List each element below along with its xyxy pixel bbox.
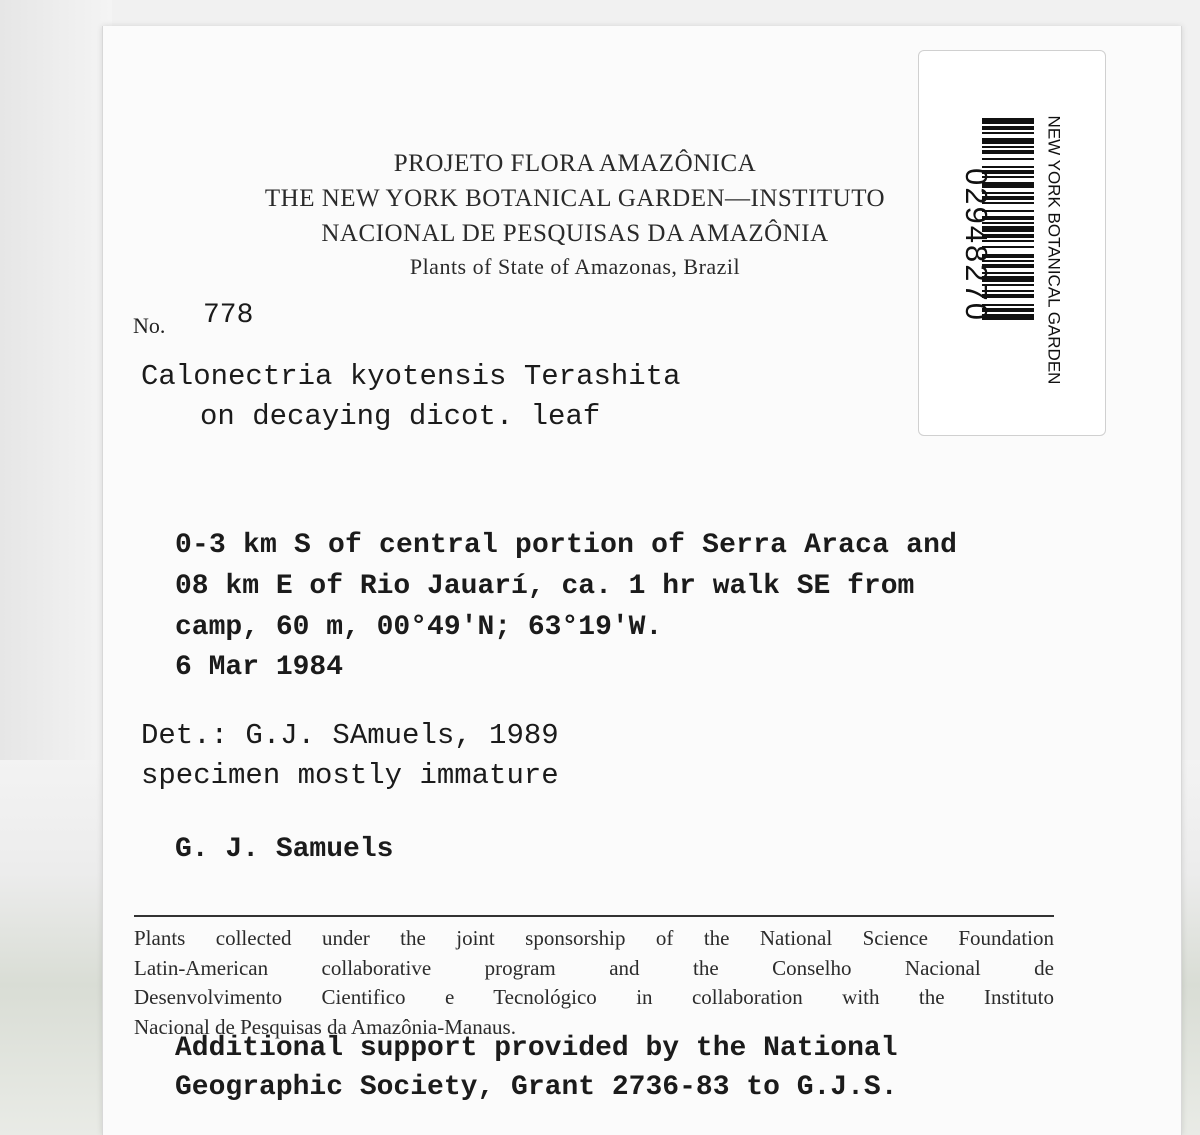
- taxon-name: Calonectria kyotensis Terashita: [141, 360, 681, 393]
- collection-number: 778: [203, 300, 254, 331]
- barcode-bar: [982, 132, 1034, 134]
- sponsorship-line-2: Latin-American collaborative program and the Conselho Nacional de: [134, 955, 1054, 980]
- barcode-number-box: [958, 150, 994, 340]
- sponsorship-line-1: Plants collected under the joint sponsorship of the National Science Foundation: [134, 926, 1054, 950]
- collection-date: 6 Mar 1984: [175, 652, 344, 683]
- locality-line-2: 08 km E of Rio Jauarí, ca. 1 hr walk SE from: [175, 571, 915, 602]
- barcode-bar: [982, 118, 1034, 124]
- number-label: No.: [133, 313, 166, 338]
- sponsorship-line-3: Desenvolvimento Cientifico e Tecnológico in collaboration with the Instituto: [134, 985, 1054, 1009]
- barcode-bar: [982, 146, 1034, 148]
- determination: Det.: G.J. SAmuels, 1989: [141, 719, 559, 752]
- support-line-1: Additional support provided by the National: [175, 1033, 898, 1064]
- sponsorship-line-4: Nacional de Pesquisas da Amazônia-Manaus.: [134, 1014, 516, 1039]
- barcode-bar: [982, 126, 1034, 130]
- header-region: Plants of State of Amazonas, Brazil: [409, 254, 741, 279]
- barcode-number: 02948270: [959, 168, 994, 322]
- header-project: PROJETO FLORA AMAZÔNICA: [393, 150, 757, 177]
- determination-note: specimen mostly immature: [141, 759, 559, 792]
- barcode-institution-box: [1038, 90, 1068, 410]
- substrate: on decaying dicot. leaf: [200, 400, 601, 433]
- collector: G. J. Samuels: [175, 834, 394, 865]
- header-institution: THE NEW YORK BOTANICAL GARDEN—INSTITUTO: [264, 185, 886, 212]
- locality-line-1: 0-3 km S of central portion of Serra Araca and: [175, 530, 958, 561]
- barcode-institution: NEW YORK BOTANICAL GARDEN: [1044, 115, 1063, 385]
- label-header: [190, 146, 960, 283]
- header-institution-cont: NACIONAL DE PESQUISAS DA AMAZÔNIA: [321, 220, 829, 247]
- barcode-bar: [982, 138, 1034, 144]
- sponsorship-text: [134, 924, 1054, 1042]
- divider-rule: [134, 915, 1054, 917]
- locality-line-3: camp, 60 m, 00°49'N; 63°19'W.: [175, 612, 663, 643]
- support-line-2: Geographic Society, Grant 2736-83 to G.J.S.: [175, 1072, 898, 1103]
